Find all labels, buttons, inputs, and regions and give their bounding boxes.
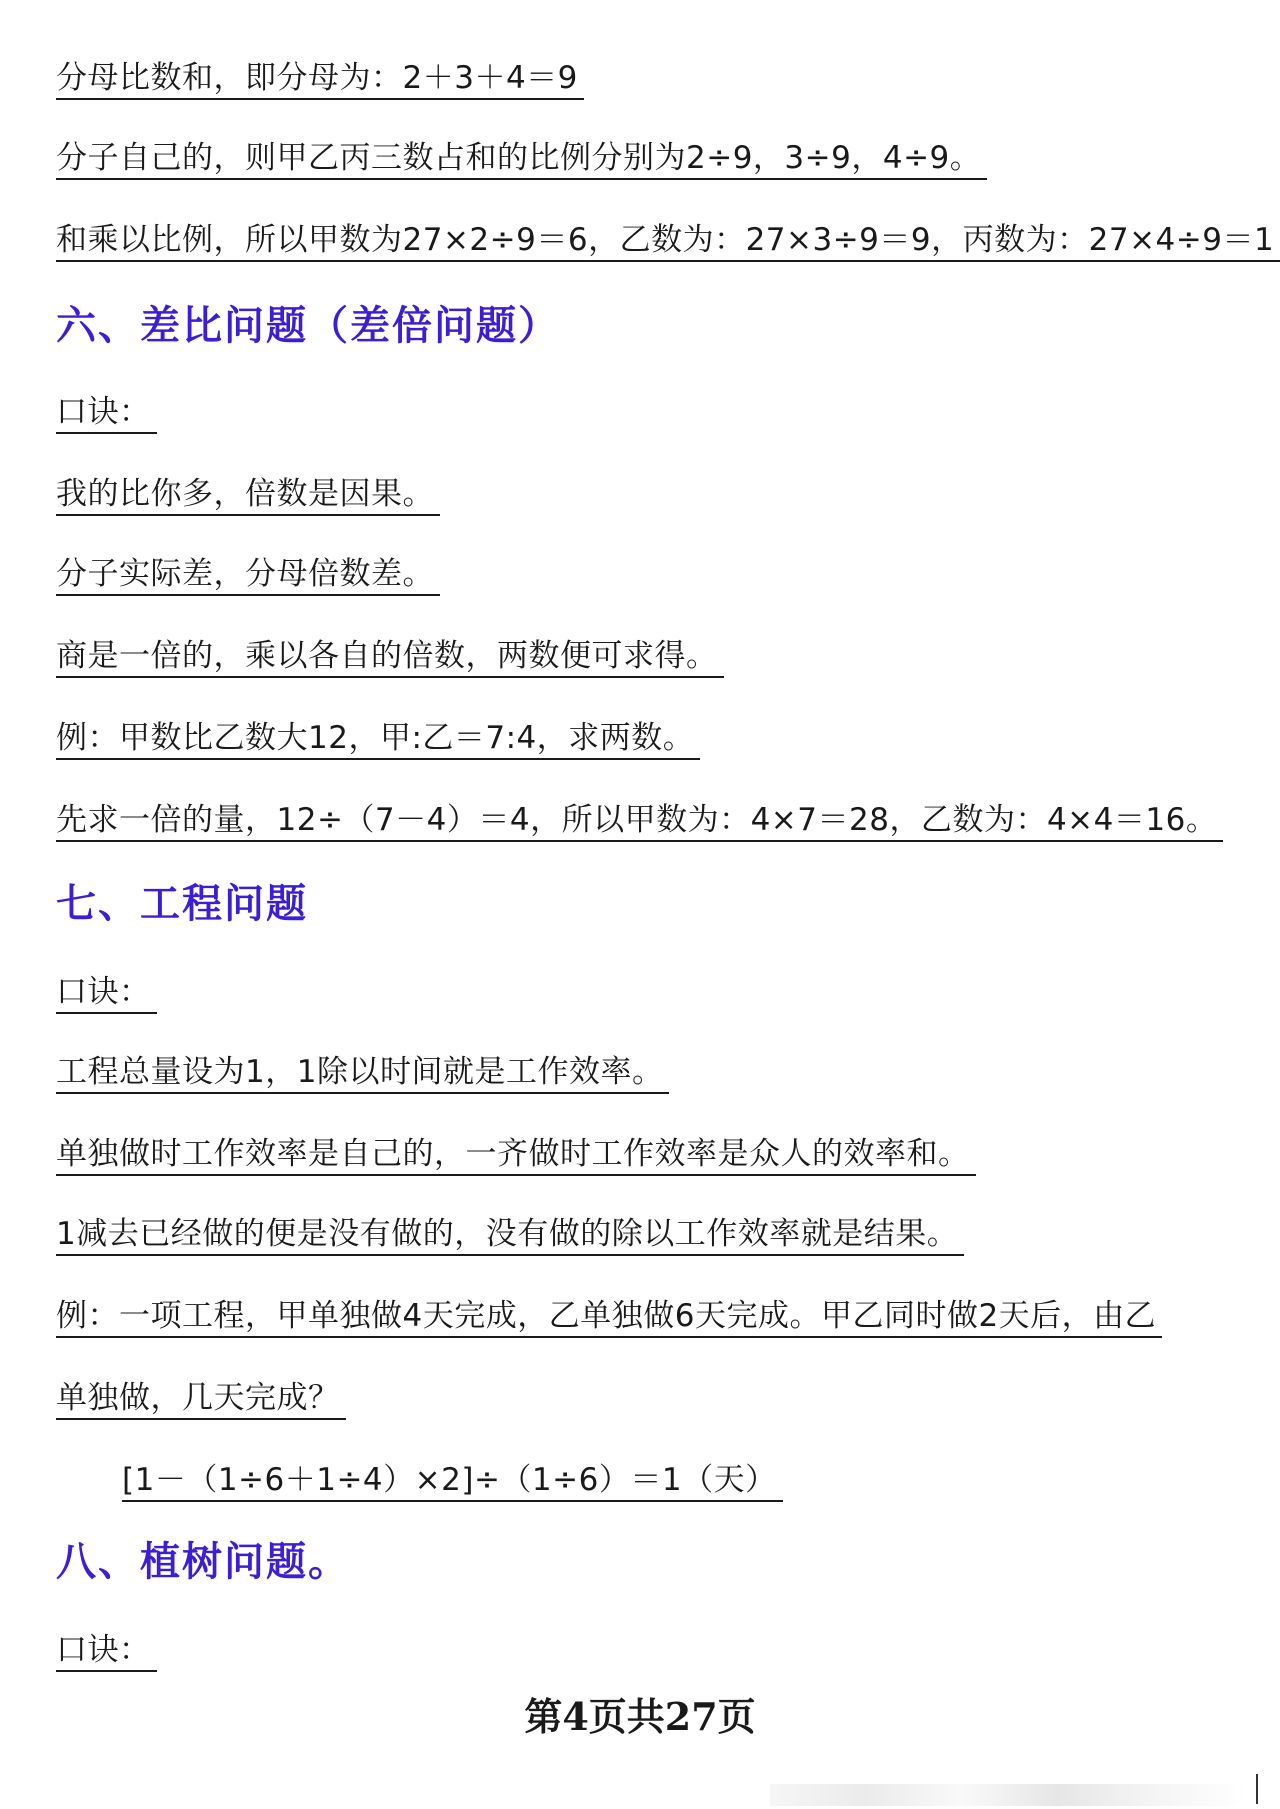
mnemonic-label: 口诀： — [56, 1630, 157, 1672]
text-line-numerator-ratio: 分子自己的，则甲乙丙三数占和的比例分别为2÷9，3÷9，4÷9。 — [56, 138, 987, 180]
section-heading-engineering: 七、工程问题 — [56, 880, 308, 927]
text-line: 我的比你多，倍数是因果。 — [56, 474, 440, 516]
formula-line: [1－（1÷6＋1÷4）×2]÷（1÷6）＝1（天） — [122, 1460, 783, 1502]
text-line: 商是一倍的，乘以各自的倍数，两数便可求得。 — [56, 636, 724, 678]
text-line: 1减去已经做的便是没有做的，没有做的除以工作效率就是结果。 — [56, 1214, 964, 1256]
page-footer: 第4页共27页 — [524, 1694, 756, 1739]
example-line-continued: 单独做，几天完成？ — [56, 1378, 346, 1420]
scan-artifact-tick — [1256, 1774, 1258, 1804]
text-line: 工程总量设为1，1除以时间就是工作效率。 — [56, 1052, 669, 1094]
text-line-denominator-sum: 分母比数和，即分母为：2＋3＋4＝9 — [56, 58, 584, 100]
mnemonic-label: 口诀： — [56, 392, 157, 434]
scan-artifact — [770, 1784, 1250, 1806]
section-heading-difference-ratio: 六、差比问题（差倍问题） — [56, 302, 560, 349]
section-heading-tree-planting: 八、植树问题。 — [56, 1538, 350, 1585]
example-line: 例：甲数比乙数大12，甲:乙＝7:4，求两数。 — [56, 718, 700, 760]
text-line-multiply-ratio: 和乘以比例，所以甲数为27×2÷9＝6，乙数为：27×3÷9＝9，丙数为：27×4÷9＝1 — [56, 220, 1280, 262]
mnemonic-label: 口诀： — [56, 972, 157, 1014]
text-line: 单独做时工作效率是自己的，一齐做时工作效率是众人的效率和。 — [56, 1134, 976, 1176]
example-line: 例：一项工程，甲单独做4天完成，乙单独做6天完成。甲乙同时做2天后，由乙 — [56, 1296, 1162, 1338]
text-line: 分子实际差，分母倍数差。 — [56, 554, 440, 596]
solution-line: 先求一倍的量，12÷（7－4）＝4，所以甲数为：4×7＝28，乙数为：4×4＝16。 — [56, 800, 1223, 842]
